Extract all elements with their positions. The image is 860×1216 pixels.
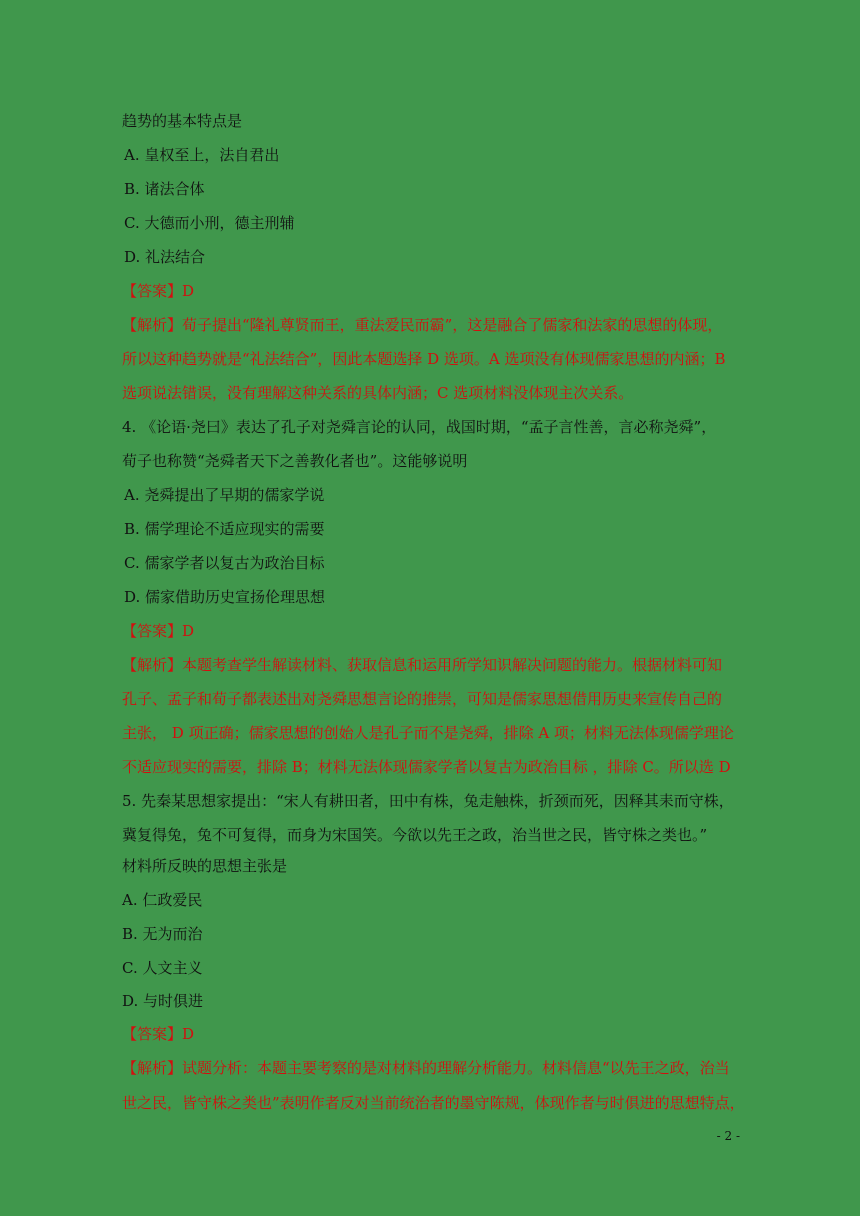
question-5-text: 5. 先秦某思想家提出：“宋人有耕田者，田中有株，兔走触株，折颈而死，因释其耒而守株， [122,792,734,810]
option-a: A. 皇权至上，法自君出 [124,146,280,164]
analysis-line: 【解析】荀子提出“隆礼尊贤而王，重法爱民而霸”，这是融合了儒家和法家的思想的体现， [122,316,723,334]
option-b: B. 儒学理论不适应现实的需要 [124,520,325,538]
option-d: D. 礼法结合 [124,248,206,266]
question-4-text: 荀子也称赞“尧舜者天下之善教化者也”。这能够说明 [122,452,468,470]
analysis-line: 选项说法错误，没有理解这种关系的具体内涵；C 选项材料没体现主次关系。 [122,384,634,402]
option-b: B. 诸法合体 [124,180,205,198]
option-d: D. 儒家借助历史宣扬伦理思想 [124,588,326,606]
question-5-text: 冀复得兔，兔不可复得，而身为宋国笑。今欲以先王之政，治当世之民，皆守株之类也。” [122,826,708,844]
option-a: A. 尧舜提出了早期的儒家学说 [124,486,325,504]
option-c: C. 儒家学者以复古为政治目标 [124,554,325,572]
analysis-line: 所以这种趋势就是“礼法结合”，因此本题选择 D 选项。A 选项没有体现儒家思想的内涵；B [122,350,726,368]
analysis-line: 孔子、孟子和荀子都表述出对尧舜思想言论的推崇，可知是儒家思想借用历史来宣传自己的 [122,690,723,708]
option-c: C. 人文主义 [122,959,203,977]
option-d: D. 与时俱进 [122,992,204,1010]
option-a: A. 仁政爱民 [122,891,203,909]
analysis-line: 世之民，皆守株之类也”表明作者反对当前统治者的墨守陈规，体现作者与时俱进的思想特点， [122,1094,745,1112]
page-number: - 2 - [716,1129,740,1143]
option-b: B. 无为而治 [122,925,203,943]
question-4-text: 4. 《论语·尧曰》表达了孔子对尧舜言论的认同，战国时期，“孟子言性善，言必称尧舜”， [122,418,717,436]
question-5-text: 材料所反映的思想主张是 [122,857,288,875]
question-text: 趋势的基本特点是 [122,112,243,130]
analysis-line: 不适应现实的需要，排除 B；材料无法体现儒家学者以复古为政治目标 ，排除 C。所以选 D [122,758,731,776]
analysis-line: 主张， D 项正确；儒家思想的创始人是孔子而不是尧舜，排除 A 项；材料无法体现儒学理论 [122,724,734,742]
option-c: C. 大德而小刑，德主刑辅 [124,214,295,232]
analysis-line: 【解析】试题分析：本题主要考察的是对材料的理解分析能力。材料信息“以先王之政，治当 [122,1059,730,1077]
answer-line: 【答案】D [122,622,195,640]
analysis-line: 【解析】本题考查学生解读材料、获取信息和运用所学知识解决问题的能力。根据材料可知 [122,656,723,674]
answer-line: 【答案】D [122,1025,195,1043]
answer-line: 【答案】D [122,282,195,300]
